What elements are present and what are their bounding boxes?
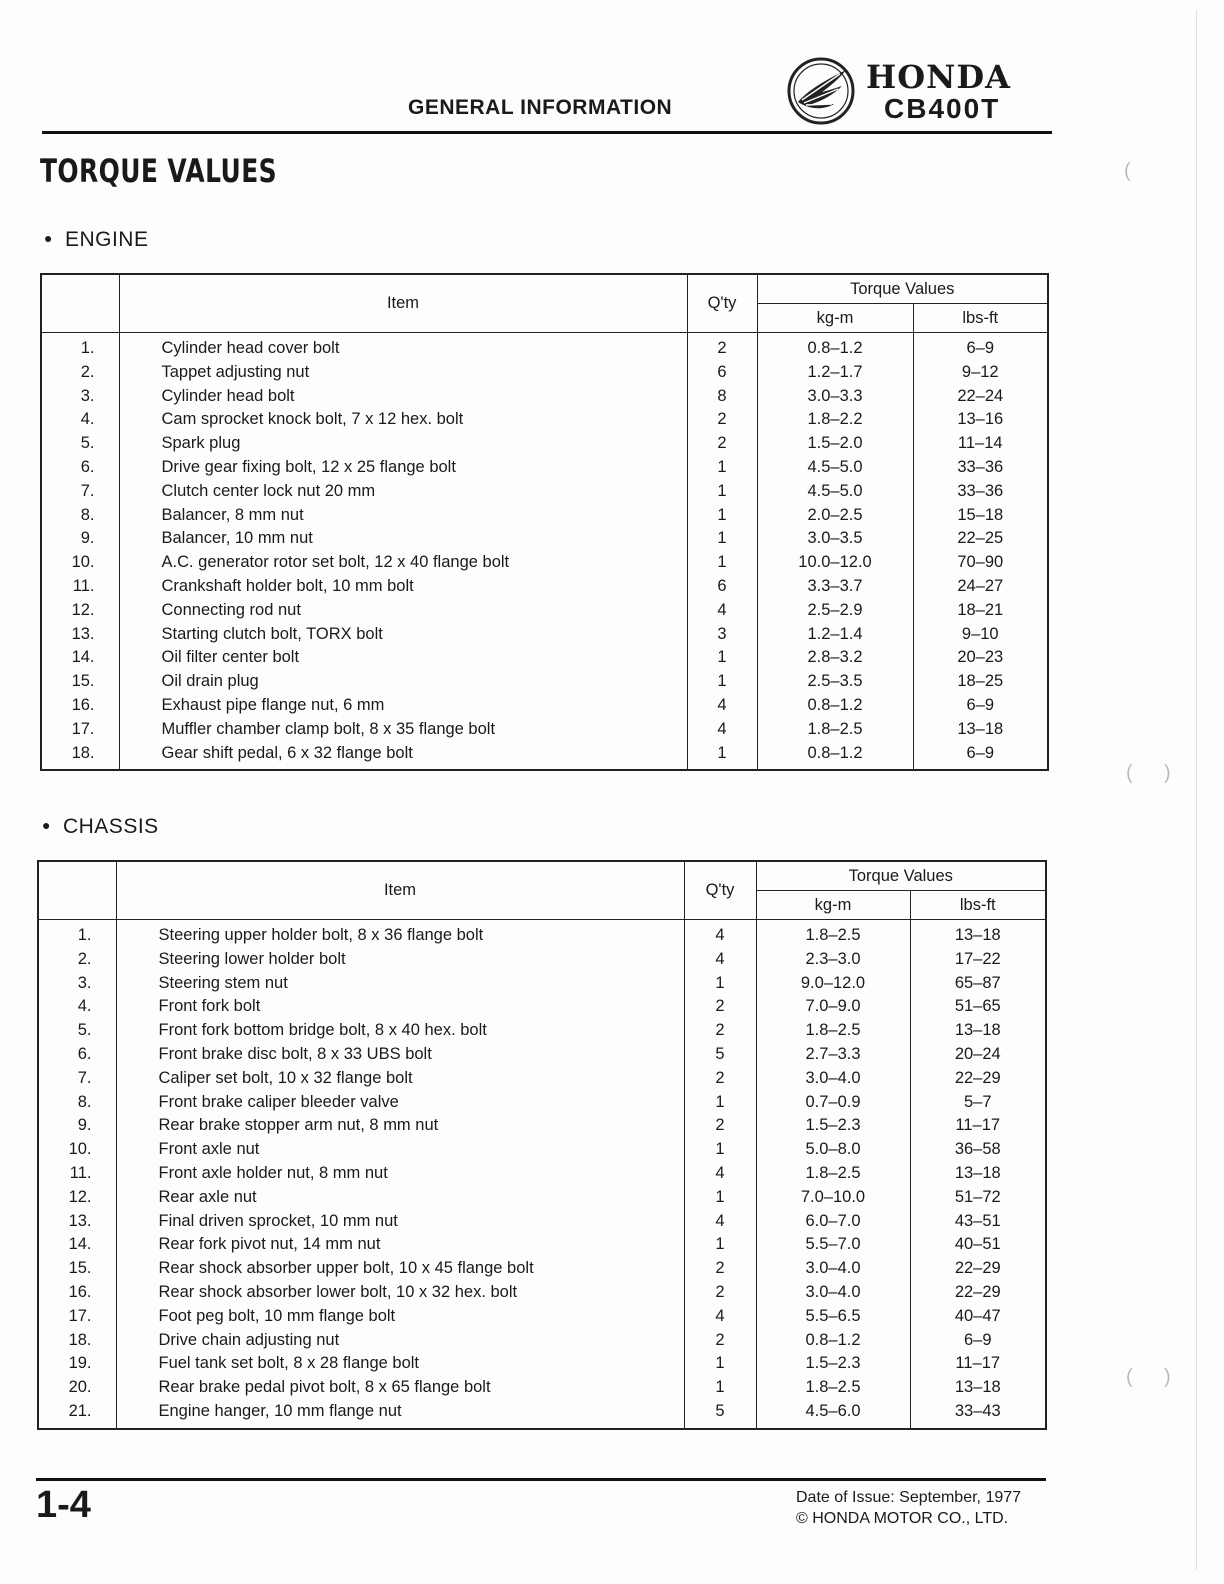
row-number: 14. bbox=[41, 646, 119, 670]
quantity: 1 bbox=[687, 480, 757, 504]
table-row bbox=[38, 1257, 1046, 1281]
item-name: Foot peg bolt, 10 mm flange bolt bbox=[116, 1305, 684, 1329]
quantity: 4 bbox=[684, 920, 756, 948]
table-row bbox=[41, 551, 1048, 575]
chassis-section-label: ● CHASSIS bbox=[42, 815, 159, 838]
quantity: 2 bbox=[687, 408, 757, 432]
quantity: 8 bbox=[687, 385, 757, 409]
table-row bbox=[38, 920, 1046, 948]
quantity: 6 bbox=[687, 575, 757, 599]
row-number: 13. bbox=[41, 623, 119, 647]
row-number: 19. bbox=[38, 1352, 116, 1376]
table-row bbox=[38, 1210, 1046, 1234]
table-row bbox=[38, 1400, 1046, 1429]
item-name: Tappet adjusting nut bbox=[119, 361, 687, 385]
item-name: Front fork bolt bbox=[116, 995, 684, 1019]
footer-rule bbox=[36, 1478, 1046, 1481]
item-name: Balancer, 10 mm nut bbox=[119, 527, 687, 551]
torque-kgm: 2.7–3.3 bbox=[756, 1043, 910, 1067]
torque-lbsft: 33–36 bbox=[957, 457, 1004, 476]
row-number: 15. bbox=[38, 1257, 116, 1281]
torque-kgm: 4.5–6.0 bbox=[756, 1400, 910, 1429]
torque-kgm: 2.5–3.5 bbox=[757, 670, 913, 694]
quantity: 5 bbox=[684, 1400, 756, 1429]
chassis-torque-table bbox=[37, 860, 1047, 1430]
item-name: Front fork bottom bridge bolt, 8 x 40 hex. bolt bbox=[116, 1019, 684, 1043]
item-name: Rear shock absorber lower bolt, 10 x 32 hex. bolt bbox=[116, 1281, 684, 1305]
torque-kgm: 6.0–7.0 bbox=[756, 1210, 910, 1234]
row-number: 5. bbox=[38, 1019, 116, 1043]
table-row bbox=[41, 432, 1048, 456]
quantity: 6 bbox=[687, 361, 757, 385]
torque-lbsft: 36–58 bbox=[954, 1140, 1001, 1159]
row-number: 7. bbox=[41, 480, 119, 504]
torque-lbsft: 65–87 bbox=[954, 973, 1001, 992]
quantity: 4 bbox=[687, 599, 757, 623]
torque-lbsft: 40–51 bbox=[954, 1235, 1001, 1254]
table-row bbox=[38, 1376, 1046, 1400]
table-row bbox=[38, 1114, 1046, 1138]
torque-kgm: 5.5–7.0 bbox=[756, 1233, 910, 1257]
torque-kgm: 1.8–2.5 bbox=[756, 1376, 910, 1400]
qty-header: Q'ty bbox=[687, 274, 757, 333]
torque-lbsft: 13–18 bbox=[957, 719, 1004, 738]
torque-kgm: 5.5–6.5 bbox=[756, 1305, 910, 1329]
torque-kgm: 2.8–3.2 bbox=[757, 646, 913, 670]
row-number: 11. bbox=[38, 1162, 116, 1186]
row-number: 12. bbox=[41, 599, 119, 623]
item-name: Exhaust pipe flange nut, 6 mm bbox=[119, 694, 687, 718]
copyright: © HONDA MOTOR CO., LTD. bbox=[796, 1510, 1009, 1527]
torque-lbsft: 13–18 bbox=[954, 1021, 1001, 1040]
torque-kgm: 3.0–3.5 bbox=[757, 527, 913, 551]
row-number: 2. bbox=[38, 948, 116, 972]
torque-lbsft: 13–16 bbox=[957, 410, 1004, 429]
torque-kgm: 10.0–12.0 bbox=[757, 551, 913, 575]
table-row bbox=[41, 718, 1048, 742]
page-number: 1-4 bbox=[36, 1484, 91, 1526]
item-name: Front axle holder nut, 8 mm nut bbox=[116, 1162, 684, 1186]
engine-section-label: ● ENGINE bbox=[44, 228, 149, 251]
torque-lbsft: 6–9 bbox=[966, 695, 995, 714]
torque-values-header: Torque Values bbox=[756, 861, 1046, 891]
row-number: 18. bbox=[38, 1329, 116, 1353]
table-row bbox=[38, 1043, 1046, 1067]
torque-lbsft: 20–24 bbox=[954, 1044, 1001, 1063]
item-name: Front brake caliper bleeder valve bbox=[116, 1091, 684, 1115]
quantity: 1 bbox=[687, 527, 757, 551]
item-name: Drive chain adjusting nut bbox=[116, 1329, 684, 1353]
brand-name: HONDA bbox=[866, 58, 1011, 96]
torque-lbsft: 40–47 bbox=[954, 1306, 1001, 1325]
torque-kgm: 4.5–5.0 bbox=[757, 480, 913, 504]
item-name: Muffler chamber clamp bolt, 8 x 35 flange bolt bbox=[119, 718, 687, 742]
table-row bbox=[38, 1305, 1046, 1329]
row-number: 17. bbox=[38, 1305, 116, 1329]
table-row bbox=[41, 646, 1048, 670]
torque-kgm: 0.8–1.2 bbox=[756, 1329, 910, 1353]
torque-kgm: 3.0–3.3 bbox=[757, 385, 913, 409]
torque-kgm: 0.8–1.2 bbox=[757, 694, 913, 718]
torque-lbsft: 22–29 bbox=[954, 1068, 1001, 1087]
torque-kgm: 1.8–2.5 bbox=[756, 1019, 910, 1043]
scan-mark: ) bbox=[1164, 1366, 1171, 1388]
item-name: Rear fork pivot nut, 14 mm nut bbox=[116, 1233, 684, 1257]
item-name: Starting clutch bolt, TORX bolt bbox=[119, 623, 687, 647]
row-number: 8. bbox=[41, 504, 119, 528]
torque-lbsft: 22–25 bbox=[957, 529, 1004, 548]
item-name: A.C. generator rotor set bolt, 12 x 40 flange bolt bbox=[119, 551, 687, 575]
row-number: 14. bbox=[38, 1233, 116, 1257]
table-row bbox=[38, 1091, 1046, 1115]
table-row bbox=[41, 456, 1048, 480]
item-name: Drive gear fixing bolt, 12 x 25 flange bolt bbox=[119, 456, 687, 480]
torque-kgm: 5.0–8.0 bbox=[756, 1138, 910, 1162]
torque-lbsft: 17–22 bbox=[954, 949, 1001, 968]
item-name: Rear brake stopper arm nut, 8 mm nut bbox=[116, 1114, 684, 1138]
scan-mark: ) bbox=[1164, 762, 1171, 784]
row-number: 7. bbox=[38, 1067, 116, 1091]
item-header: Item bbox=[119, 274, 687, 333]
torque-kgm: 7.0–9.0 bbox=[756, 995, 910, 1019]
section-title: GENERAL INFORMATION bbox=[408, 96, 673, 119]
quantity: 1 bbox=[684, 1091, 756, 1115]
table-row bbox=[41, 480, 1048, 504]
quantity: 3 bbox=[687, 623, 757, 647]
table-row bbox=[38, 1162, 1046, 1186]
quantity: 2 bbox=[687, 432, 757, 456]
torque-kgm: 1.8–2.5 bbox=[757, 718, 913, 742]
torque-lbsft: 9–10 bbox=[961, 624, 999, 643]
torque-lbsft: 6–9 bbox=[966, 743, 995, 762]
table-row bbox=[41, 670, 1048, 694]
item-name: Final driven sprocket, 10 mm nut bbox=[116, 1210, 684, 1234]
row-number: 10. bbox=[38, 1138, 116, 1162]
torque-kgm: 1.8–2.5 bbox=[756, 1162, 910, 1186]
item-name: Steering upper holder bolt, 8 x 36 flange bolt bbox=[116, 920, 684, 948]
torque-lbsft: 15–18 bbox=[957, 505, 1004, 524]
quantity: 1 bbox=[687, 646, 757, 670]
row-number: 9. bbox=[41, 527, 119, 551]
torque-kgm: 3.0–4.0 bbox=[756, 1257, 910, 1281]
lbsft-header: lbs-ft bbox=[913, 304, 1048, 333]
item-name: Engine hanger, 10 mm flange nut bbox=[116, 1400, 684, 1429]
row-number: 17. bbox=[41, 718, 119, 742]
torque-lbsft: 18–21 bbox=[957, 600, 1004, 619]
model-name: CB400T bbox=[884, 93, 1001, 124]
torque-kgm: 2.5–2.9 bbox=[757, 599, 913, 623]
quantity: 1 bbox=[687, 670, 757, 694]
row-number: 4. bbox=[41, 408, 119, 432]
torque-kgm: 1.2–1.4 bbox=[757, 623, 913, 647]
row-number: 9. bbox=[38, 1114, 116, 1138]
item-name: Cylinder head bolt bbox=[119, 385, 687, 409]
row-number: 8. bbox=[38, 1091, 116, 1115]
item-name: Crankshaft holder bolt, 10 mm bolt bbox=[119, 575, 687, 599]
lbsft-header: lbs-ft bbox=[910, 891, 1046, 920]
torque-kgm: 3.0–4.0 bbox=[756, 1067, 910, 1091]
quantity: 4 bbox=[684, 948, 756, 972]
torque-lbsft: 33–36 bbox=[957, 481, 1004, 500]
table-row bbox=[41, 504, 1048, 528]
table-row bbox=[41, 742, 1048, 771]
quantity: 2 bbox=[684, 1257, 756, 1281]
item-name: Rear axle nut bbox=[116, 1186, 684, 1210]
quantity: 1 bbox=[684, 1233, 756, 1257]
item-name: Cylinder head cover bolt bbox=[119, 333, 687, 361]
torque-kgm: 9.0–12.0 bbox=[756, 972, 910, 996]
quantity: 4 bbox=[684, 1162, 756, 1186]
quantity: 2 bbox=[684, 1019, 756, 1043]
item-name: Oil drain plug bbox=[119, 670, 687, 694]
quantity: 2 bbox=[684, 1329, 756, 1353]
row-number: 5. bbox=[41, 432, 119, 456]
quantity: 4 bbox=[687, 718, 757, 742]
torque-kgm: 1.5–2.0 bbox=[757, 432, 913, 456]
quantity: 1 bbox=[687, 456, 757, 480]
quantity: 2 bbox=[684, 1114, 756, 1138]
item-name: Gear shift pedal, 6 x 32 flange bolt bbox=[119, 742, 687, 771]
torque-lbsft: 13–18 bbox=[954, 1378, 1001, 1397]
honda-wing-logo-icon bbox=[786, 56, 856, 126]
quantity: 1 bbox=[684, 1138, 756, 1162]
page-title: TORQUE VALUES bbox=[40, 152, 278, 190]
torque-lbsft: 22–29 bbox=[954, 1259, 1001, 1278]
quantity: 1 bbox=[687, 742, 757, 771]
table-row bbox=[38, 972, 1046, 996]
torque-kgm: 1.8–2.5 bbox=[756, 920, 910, 948]
row-number: 10. bbox=[41, 551, 119, 575]
torque-kgm: 1.8–2.2 bbox=[757, 408, 913, 432]
item-name: Front brake disc bolt, 8 x 33 UBS bolt bbox=[116, 1043, 684, 1067]
torque-lbsft: 70–90 bbox=[957, 553, 1004, 572]
torque-kgm: 0.7–0.9 bbox=[756, 1091, 910, 1115]
item-name: Spark plug bbox=[119, 432, 687, 456]
row-number: 11. bbox=[41, 575, 119, 599]
torque-lbsft: 51–65 bbox=[954, 997, 1001, 1016]
quantity: 1 bbox=[684, 1352, 756, 1376]
table-row bbox=[38, 1329, 1046, 1353]
quantity: 2 bbox=[684, 995, 756, 1019]
scan-mark: ( bbox=[1124, 160, 1131, 182]
table-row bbox=[38, 1352, 1046, 1376]
quantity: 4 bbox=[684, 1210, 756, 1234]
row-number: 21. bbox=[38, 1400, 116, 1429]
table-row bbox=[38, 995, 1046, 1019]
header-rule bbox=[42, 131, 1052, 134]
table-row bbox=[38, 1233, 1046, 1257]
torque-lbsft: 5–7 bbox=[963, 1092, 992, 1111]
table-row bbox=[38, 1281, 1046, 1305]
table-row bbox=[38, 1067, 1046, 1091]
quantity: 2 bbox=[684, 1067, 756, 1091]
torque-kgm: 2.0–2.5 bbox=[757, 504, 913, 528]
table-row bbox=[41, 527, 1048, 551]
table-row bbox=[41, 599, 1048, 623]
qty-header: Q'ty bbox=[684, 861, 756, 920]
item-name: Fuel tank set bolt, 8 x 28 flange bolt bbox=[116, 1352, 684, 1376]
table-row bbox=[41, 361, 1048, 385]
torque-kgm: 1.5–2.3 bbox=[756, 1352, 910, 1376]
item-name: Front axle nut bbox=[116, 1138, 684, 1162]
item-name: Balancer, 8 mm nut bbox=[119, 504, 687, 528]
torque-lbsft: 6–9 bbox=[963, 1330, 992, 1349]
torque-lbsft: 51–72 bbox=[954, 1187, 1001, 1206]
item-name: Connecting rod nut bbox=[119, 599, 687, 623]
torque-kgm: 2.3–3.0 bbox=[756, 948, 910, 972]
row-number: 1. bbox=[41, 333, 119, 361]
torque-lbsft: 22–24 bbox=[957, 386, 1004, 405]
table-row bbox=[38, 1186, 1046, 1210]
quantity: 2 bbox=[684, 1281, 756, 1305]
row-number: 18. bbox=[41, 742, 119, 771]
row-number: 12. bbox=[38, 1186, 116, 1210]
torque-lbsft: 6–9 bbox=[966, 339, 995, 357]
row-number: 16. bbox=[38, 1281, 116, 1305]
item-name: Steering stem nut bbox=[116, 972, 684, 996]
quantity: 1 bbox=[684, 972, 756, 996]
row-number: 3. bbox=[38, 972, 116, 996]
torque-lbsft: 33–43 bbox=[954, 1401, 1001, 1420]
row-number: 2. bbox=[41, 361, 119, 385]
torque-values-header: Torque Values bbox=[757, 274, 1048, 304]
item-name: Oil filter center bolt bbox=[119, 646, 687, 670]
row-number: 3. bbox=[41, 385, 119, 409]
row-number: 6. bbox=[38, 1043, 116, 1067]
bullet-icon: ● bbox=[44, 230, 53, 246]
torque-kgm: 0.8–1.2 bbox=[757, 333, 913, 361]
number-header bbox=[38, 861, 116, 920]
scan-mark: ( bbox=[1126, 762, 1133, 784]
number-header bbox=[41, 274, 119, 333]
table-row bbox=[38, 1019, 1046, 1043]
bullet-icon: ● bbox=[42, 817, 51, 833]
item-name: Rear shock absorber upper bolt, 10 x 45 flange bolt bbox=[116, 1257, 684, 1281]
torque-kgm: 3.3–3.7 bbox=[757, 575, 913, 599]
torque-kgm: 1.2–1.7 bbox=[757, 361, 913, 385]
quantity: 1 bbox=[684, 1186, 756, 1210]
row-number: 4. bbox=[38, 995, 116, 1019]
torque-lbsft: 43–51 bbox=[954, 1211, 1001, 1230]
torque-kgm: 4.5–5.0 bbox=[757, 456, 913, 480]
torque-kgm: 1.5–2.3 bbox=[756, 1114, 910, 1138]
row-number: 6. bbox=[41, 456, 119, 480]
torque-kgm: 7.0–10.0 bbox=[756, 1186, 910, 1210]
torque-lbsft: 11–14 bbox=[957, 434, 1003, 453]
table-row bbox=[38, 1138, 1046, 1162]
torque-lbsft: 11–17 bbox=[955, 1116, 1001, 1135]
table-row bbox=[38, 948, 1046, 972]
table-row bbox=[41, 385, 1048, 409]
quantity: 2 bbox=[687, 333, 757, 361]
row-number: 15. bbox=[41, 670, 119, 694]
torque-lbsft: 24–27 bbox=[957, 576, 1004, 595]
engine-torque-table bbox=[40, 273, 1049, 771]
item-name: Steering lower holder bolt bbox=[116, 948, 684, 972]
quantity: 4 bbox=[687, 694, 757, 718]
row-number: 16. bbox=[41, 694, 119, 718]
torque-lbsft: 13–18 bbox=[954, 926, 1001, 944]
item-name: Cam sprocket knock bolt, 7 x 12 hex. bolt bbox=[119, 408, 687, 432]
scan-mark: ( bbox=[1126, 1366, 1133, 1388]
quantity: 1 bbox=[687, 504, 757, 528]
torque-lbsft: 13–18 bbox=[954, 1163, 1001, 1182]
torque-kgm: 3.0–4.0 bbox=[756, 1281, 910, 1305]
table-row bbox=[41, 623, 1048, 647]
torque-lbsft: 18–25 bbox=[957, 672, 1004, 691]
kgm-header: kg-m bbox=[757, 304, 913, 333]
torque-lbsft: 22–29 bbox=[954, 1282, 1001, 1301]
item-header: Item bbox=[116, 861, 684, 920]
table-row bbox=[41, 408, 1048, 432]
row-number: 13. bbox=[38, 1210, 116, 1234]
quantity: 5 bbox=[684, 1043, 756, 1067]
quantity: 4 bbox=[684, 1305, 756, 1329]
row-number: 1. bbox=[38, 920, 116, 948]
torque-lbsft: 20–23 bbox=[957, 648, 1004, 667]
kgm-header: kg-m bbox=[756, 891, 910, 920]
table-row bbox=[41, 694, 1048, 718]
torque-lbsft: 11–17 bbox=[955, 1354, 1001, 1373]
item-name: Caliper set bolt, 10 x 32 flange bolt bbox=[116, 1067, 684, 1091]
item-name: Rear brake pedal pivot bolt, 8 x 65 flange bolt bbox=[116, 1376, 684, 1400]
scan-edge-line bbox=[1196, 10, 1197, 1570]
torque-lbsft: 9–12 bbox=[961, 362, 999, 381]
row-number: 20. bbox=[38, 1376, 116, 1400]
quantity: 1 bbox=[684, 1376, 756, 1400]
table-row bbox=[41, 575, 1048, 599]
table-row bbox=[41, 333, 1048, 361]
quantity: 1 bbox=[687, 551, 757, 575]
torque-kgm: 0.8–1.2 bbox=[757, 742, 913, 771]
issue-date: Date of Issue: September, 1977 bbox=[796, 1489, 1022, 1506]
item-name: Clutch center lock nut 20 mm bbox=[119, 480, 687, 504]
